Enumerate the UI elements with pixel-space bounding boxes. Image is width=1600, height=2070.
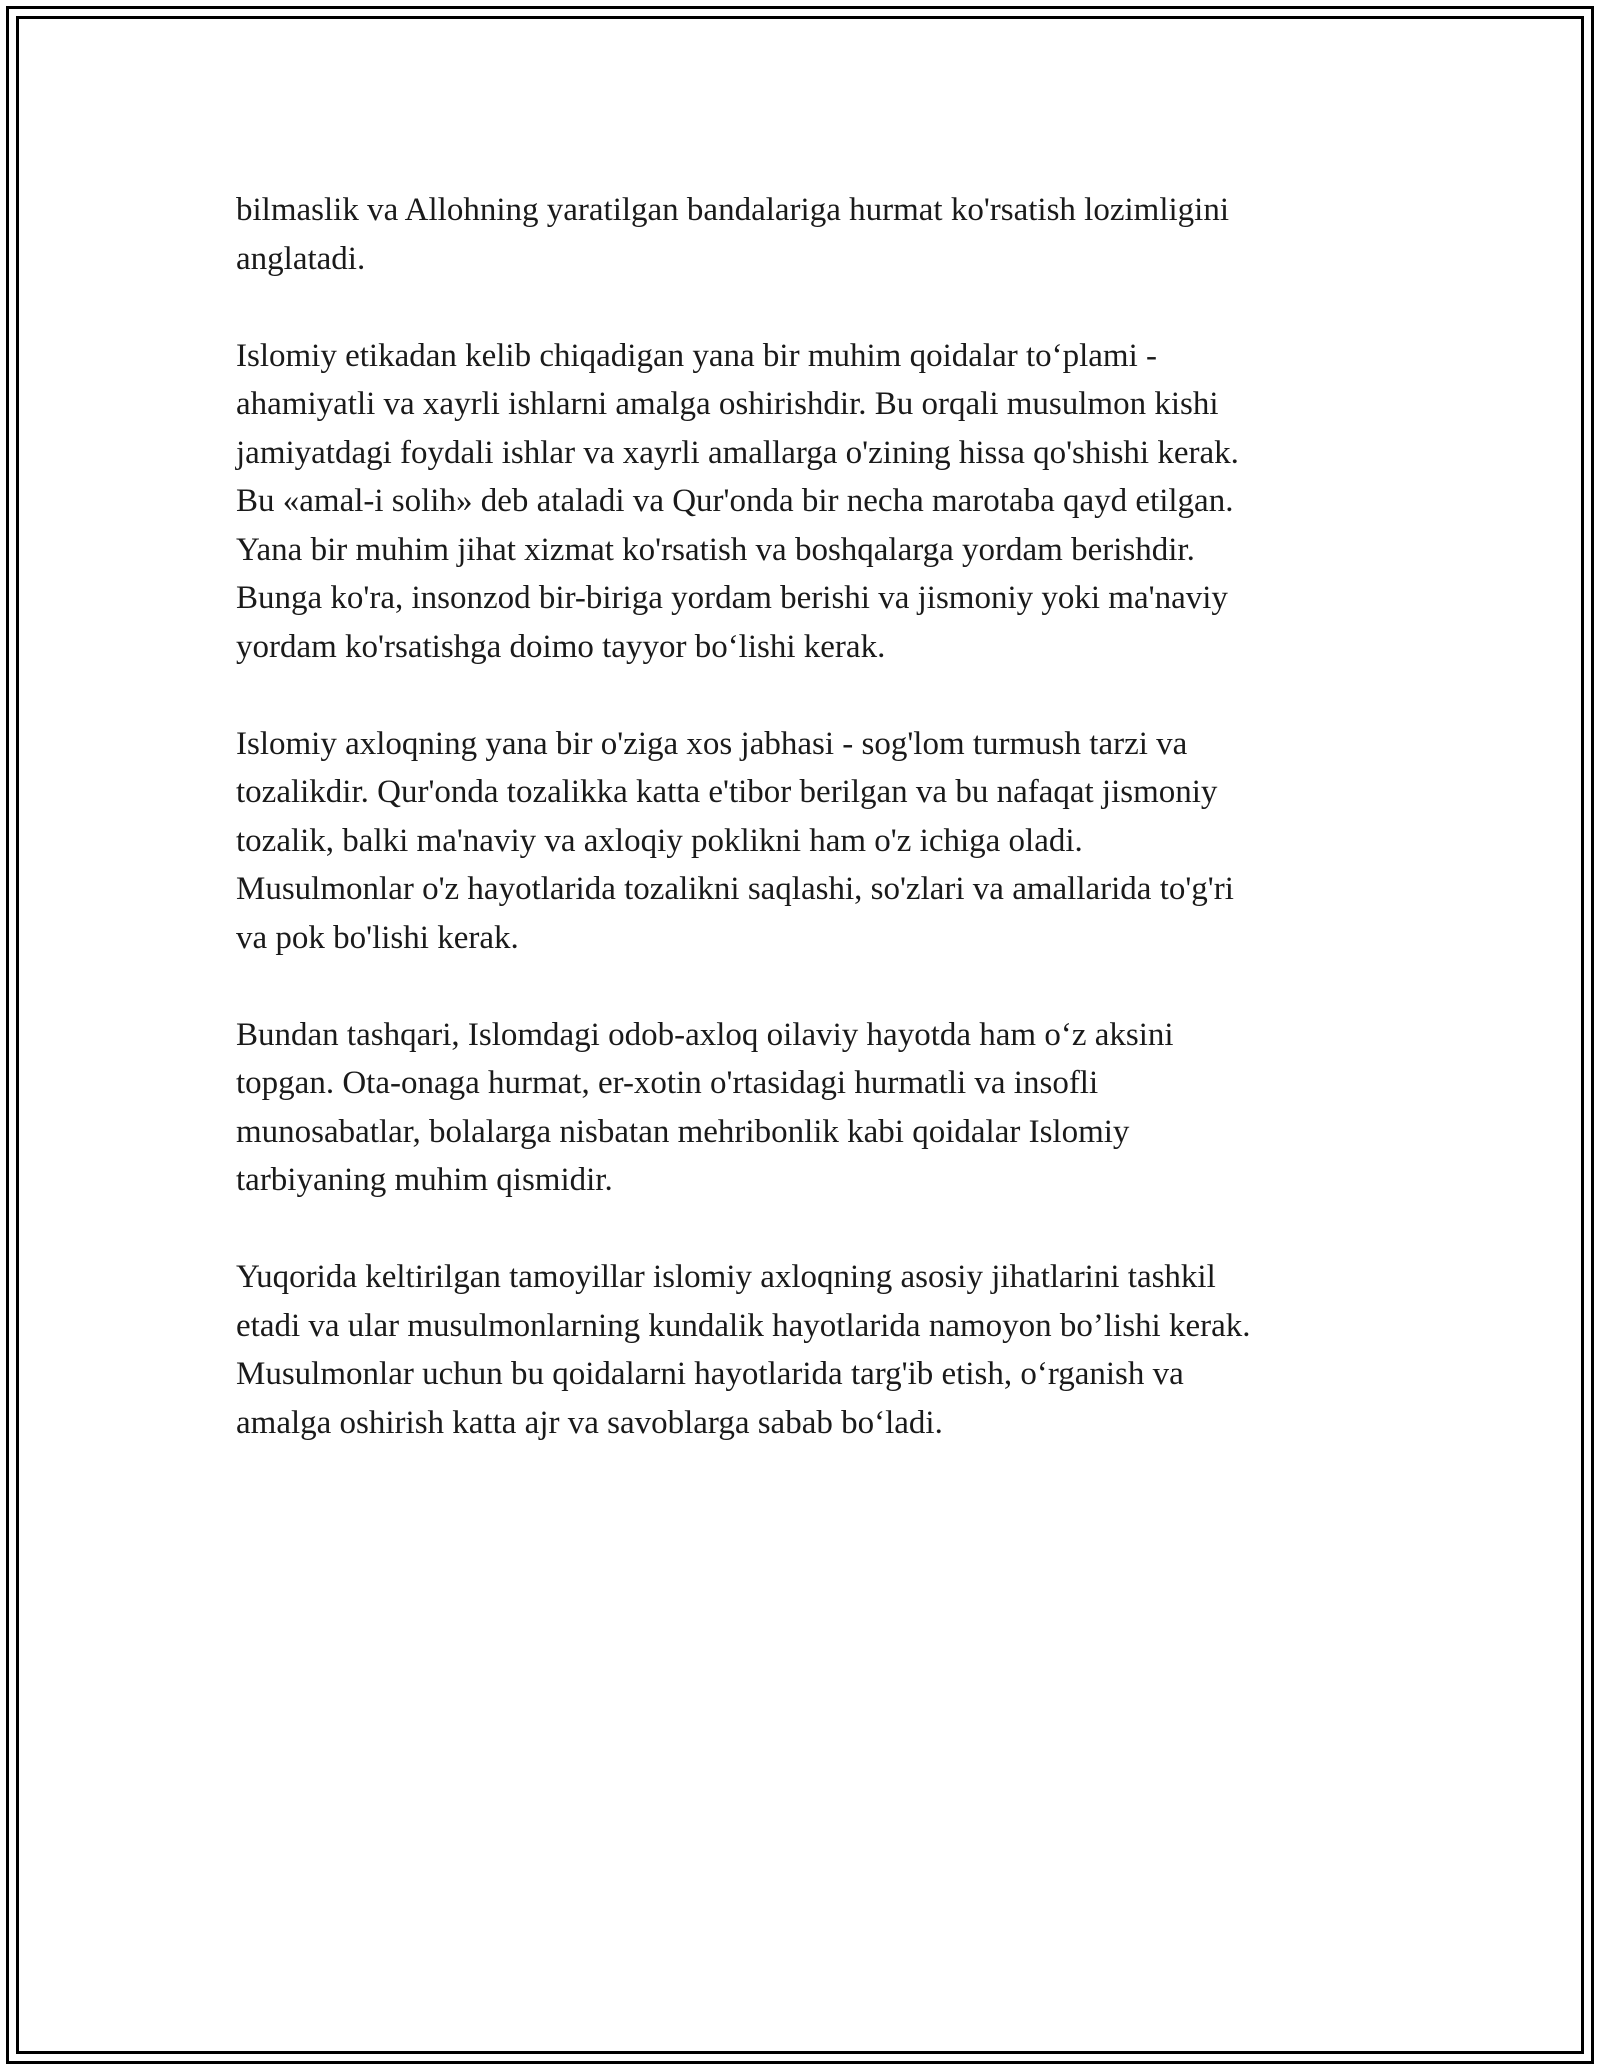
- text-line: tozalikdir. Qur'onda tozalikka katta e'tibor berilgan va bu nafaqat jismoniy: [236, 774, 1218, 810]
- paragraph-3: [236, 720, 1376, 963]
- text-line: anglatadi.: [236, 240, 366, 277]
- text-line: etadi va ular musulmonlarning kundalik hayotlarida namoyon bo’lishi kerak.: [236, 1307, 1251, 1344]
- text-line: Bunga ko'ra, insonzod bir-biriga yordam berishi va jismoniy yoki ma'naviy: [236, 580, 1228, 616]
- text-line: topgan. Ota-onaga hurmat, er-xotin o'rtasidagi hurmatli va insofli: [236, 1065, 1099, 1101]
- paragraph-1: [236, 186, 1376, 283]
- text-line: Islomiy axloqning yana bir o'ziga xos jabhasi - sog'lom turmush tarzi va: [236, 725, 1188, 762]
- text-line: Musulmonlar o'z hayotlarida tozalikni saqlashi, so'zlari va amallarida to'g'ri: [236, 871, 1234, 907]
- paragraph-2: [236, 332, 1376, 672]
- text-line: amalga oshirish katta ajr va savoblarga sabab bo‘ladi.: [236, 1404, 943, 1441]
- text-line: tarbiyaning muhim qismidir.: [236, 1162, 613, 1198]
- text-line: jamiyatdagi foydali ishlar va xayrli amallarga o'zining hissa qo'shishi kerak.: [236, 434, 1239, 471]
- text-line: ahamiyatli va xayrli ishlarni amalga oshirishdir. Bu orqali musulmon kishi: [236, 386, 1219, 422]
- text-line: bilmaslik va Allohning yaratilgan bandalariga hurmat ko'rsatish lozimligini: [236, 192, 1229, 228]
- text-line: Yuqorida keltirilgan tamoyillar islomiy axloqning asosiy jihatlarini tashkil: [236, 1259, 1216, 1295]
- text-line: munosabatlar, bolalarga nisbatan mehribonlik kabi qoidalar Islomiy: [236, 1113, 1130, 1150]
- text-line: Bu «amal-i solih» deb ataladi va Qur'onda bir necha marotaba qayd etilgan.: [236, 483, 1234, 519]
- document-body: [236, 186, 1376, 1496]
- paragraph-4: [236, 1011, 1376, 1205]
- text-line: Musulmonlar uchun bu qoidalarni hayotlarida targ'ib etish, o‘rganish va: [236, 1356, 1184, 1392]
- text-line: Yana bir muhim jihat xizmat ko'rsatish va boshqalarga yordam berishdir.: [236, 531, 1195, 568]
- text-line: tozalik, balki ma'naviy va axloqiy poklikni ham o'z ichiga oladi.: [236, 822, 1083, 859]
- text-line: yordam ko'rsatishga doimo tayyor bo‘lishi kerak.: [236, 628, 886, 665]
- text-line: va pok bo'lishi kerak.: [236, 919, 519, 956]
- text-line: Islomiy etikadan kelib chiqadigan yana bir muhim qoidalar to‘plami -: [236, 337, 1158, 374]
- text-line: Bundan tashqari, Islomdagi odob-axloq oilaviy hayotda ham o‘z aksini: [236, 1016, 1174, 1053]
- paragraph-5: [236, 1253, 1376, 1447]
